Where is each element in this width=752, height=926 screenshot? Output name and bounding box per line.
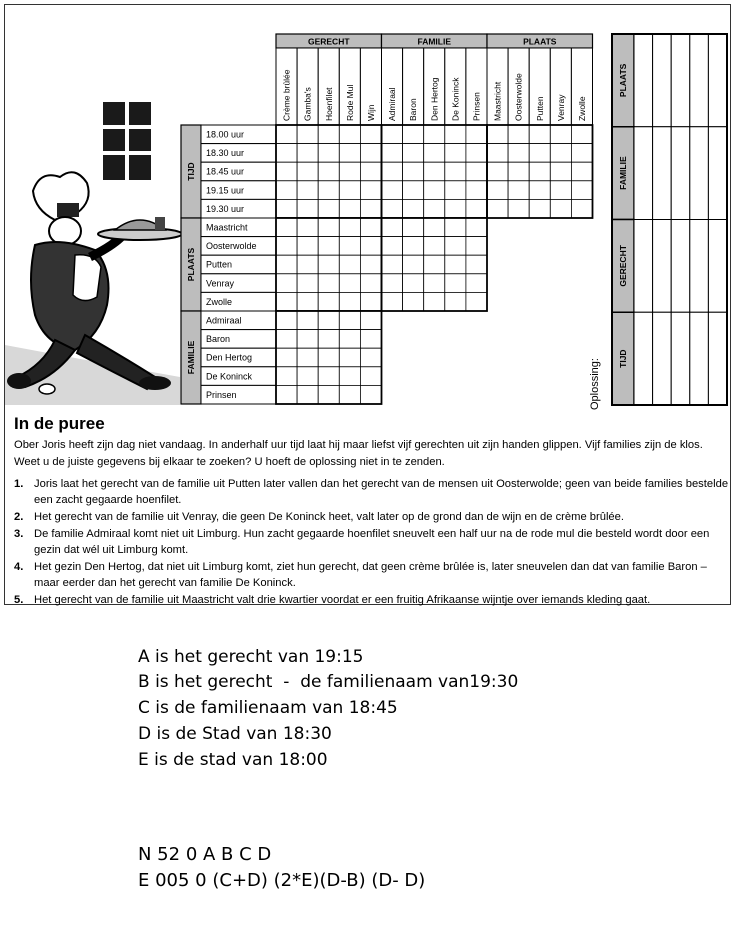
grid-cell — [382, 218, 403, 237]
grid-cell — [360, 255, 381, 274]
puzzle-page — [4, 4, 731, 605]
grid-cell — [276, 181, 297, 200]
row-header-label: De Koninck — [206, 371, 253, 382]
column-header-label: Admiraal — [387, 87, 398, 121]
row-header-label: Zwolle — [206, 296, 233, 307]
clue-item — [14, 509, 730, 525]
grid-cell — [403, 125, 424, 144]
grid-cell — [318, 218, 339, 237]
grid-cell — [339, 125, 360, 144]
row-header-label: Den Hertog — [206, 352, 253, 363]
grid-cell — [360, 348, 381, 367]
grid-cell — [318, 385, 339, 404]
grid-cell — [276, 330, 297, 349]
grid-cell — [424, 125, 445, 144]
grid-cell — [403, 274, 424, 293]
grid-cell — [276, 292, 297, 311]
grid-cell — [382, 199, 403, 218]
grid-cell — [571, 199, 592, 218]
grid-cell — [276, 162, 297, 181]
solution-label: Oplossing: — [589, 358, 601, 410]
solution-cell — [634, 312, 653, 405]
grid-cell — [276, 348, 297, 367]
grid-cell — [318, 125, 339, 144]
grid-cell — [424, 162, 445, 181]
solution-cell — [653, 127, 672, 220]
grid-cell — [297, 255, 318, 274]
row-header-label: Oosterwolde — [206, 241, 257, 252]
grid-cell — [276, 125, 297, 144]
grid-cell — [318, 292, 339, 311]
grid-cell — [339, 144, 360, 163]
grid-cell — [466, 292, 487, 311]
grid-cell — [339, 218, 360, 237]
grid-cell — [403, 255, 424, 274]
row-group-label: FAMILIE — [186, 340, 196, 375]
row-header-label: Maastricht — [206, 222, 248, 233]
clue-item — [14, 592, 730, 608]
grid-cell — [466, 274, 487, 293]
grid-cell — [297, 237, 318, 256]
row-header-label: Admiraal — [206, 315, 242, 326]
grid-cell — [339, 199, 360, 218]
note-line: D is de Stad van 18:30 — [138, 724, 332, 744]
grid-cell — [318, 181, 339, 200]
column-header-label: Gamba's — [302, 87, 313, 121]
grid-cell — [382, 255, 403, 274]
grid-cell — [318, 348, 339, 367]
solution-cell — [708, 127, 727, 220]
grid-cell — [276, 255, 297, 274]
grid-cell — [382, 125, 403, 144]
grid-cell — [360, 144, 381, 163]
grid-cell — [318, 274, 339, 293]
clue-number: 1. — [14, 478, 24, 490]
grid-cell — [297, 330, 318, 349]
grid-cell — [445, 274, 466, 293]
grid-cell — [403, 199, 424, 218]
grid-cell — [297, 162, 318, 181]
grid-cell — [360, 125, 381, 144]
grid-cell — [403, 218, 424, 237]
row-header-label: 18.30 uur — [206, 148, 245, 159]
grid-cell — [424, 255, 445, 274]
grid-cell — [487, 162, 508, 181]
grid-cell — [360, 311, 381, 330]
grid-cell — [276, 144, 297, 163]
solution-cell — [690, 127, 709, 220]
window-drawing — [103, 102, 151, 180]
grid-cell — [445, 125, 466, 144]
clue-item — [14, 559, 730, 591]
column-header-label: Maastricht — [492, 81, 503, 121]
row-header-label: 18.00 uur — [206, 129, 245, 140]
note-line: E is de stad van 18:00 — [138, 750, 328, 770]
solution-section-label: FAMILIE — [618, 156, 628, 190]
solution-cell — [708, 312, 727, 405]
grid-cell — [466, 255, 487, 274]
grid-cell — [529, 125, 550, 144]
grid-cell — [382, 274, 403, 293]
grid-cell — [360, 292, 381, 311]
column-header-label: Putten — [534, 96, 545, 121]
grid-cell — [360, 237, 381, 256]
grid-cell — [445, 144, 466, 163]
grid-cell — [529, 144, 550, 163]
solution-cell — [634, 220, 653, 313]
solution-cell — [634, 34, 653, 127]
grid-cell — [466, 237, 487, 256]
clue-text: De familie Admiraal komt niet uit Limburg. Hun zacht gegaarde hoenfilet sneuvelt een half uur na de rode mul die besteld wordt door een gezin dat wél uit Limburg komt. — [34, 528, 710, 556]
grid-cell — [297, 348, 318, 367]
chef-illustration — [5, 102, 182, 405]
solution-cell — [708, 34, 727, 127]
column-header-label: Rode Mul — [344, 84, 355, 121]
grid-cell — [382, 162, 403, 181]
clue-text: Het gezin Den Hertog, dat niet uit Limburg komt, ziet hun gerecht, dat geen crème brûlée is, later sneuvelen dan dat van familie Baron – maar eerder dan het gerecht van familie De Koninck. — [34, 561, 707, 589]
solution-cell — [671, 220, 690, 313]
grid-cell — [360, 199, 381, 218]
coordinate-east: E 005 0 (C+D) (2*E)(D-B) (D- D) — [138, 870, 426, 891]
solution-cell — [653, 34, 672, 127]
grid-cell — [445, 181, 466, 200]
row-header-label: Putten — [206, 259, 233, 270]
grid-cell — [276, 218, 297, 237]
grid-cell — [571, 125, 592, 144]
grid-cell — [318, 311, 339, 330]
grid-cell — [339, 385, 360, 404]
solution-cell — [690, 312, 709, 405]
grid-cell — [360, 162, 381, 181]
grid-cell — [508, 125, 529, 144]
grid-cell — [508, 162, 529, 181]
grid-cell — [297, 125, 318, 144]
grid-cell — [571, 181, 592, 200]
grid-cell — [360, 274, 381, 293]
clue-number: 4. — [14, 561, 24, 573]
row-header-label: 19.15 uur — [206, 185, 245, 196]
grid-cell — [360, 330, 381, 349]
grid-cell — [318, 330, 339, 349]
grid-cell — [339, 162, 360, 181]
grid-cell — [403, 237, 424, 256]
column-group-label: PLAATS — [523, 36, 557, 47]
grid-cell — [403, 292, 424, 311]
grid-cell — [339, 181, 360, 200]
solution-section-label: TIJD — [618, 349, 628, 368]
grid-cell — [445, 162, 466, 181]
grid-cell — [297, 385, 318, 404]
row-header-label: Venray — [206, 278, 235, 289]
solution-cell — [708, 220, 727, 313]
solution-section-label: PLAATS — [618, 63, 628, 98]
coordinate-north: N 52 0 A B C D — [138, 844, 272, 865]
row-header-label: Prinsen — [206, 389, 237, 400]
grid-cell — [339, 237, 360, 256]
grid-cell — [550, 181, 571, 200]
solution-cell — [653, 312, 672, 405]
grid-cell — [424, 144, 445, 163]
grid-cell — [445, 292, 466, 311]
grid-cell — [297, 218, 318, 237]
grid-cell — [339, 292, 360, 311]
grid-cell — [276, 311, 297, 330]
column-header-label: Den Hertog — [429, 77, 440, 121]
clue-text: Joris laat het gerecht van de familie uit Putten later vallen dan het gerecht van de mensen uit Oosterwolde; geen van beide families bestelde een zacht gegaarde hoenfilet. — [34, 478, 729, 506]
solution-section-label: GERECHT — [618, 245, 628, 287]
grid-cell — [318, 255, 339, 274]
solution-cell — [653, 220, 672, 313]
clue-text: Het gerecht van de familie uit Maastricht valt drie kwartier voordat er een fruitig Afrikaanse wijntje over iemands kleding gaat. — [34, 594, 651, 606]
column-header-label: Wijn — [365, 104, 376, 121]
grid-cell — [487, 199, 508, 218]
grid-cell — [424, 274, 445, 293]
grid-cell — [529, 162, 550, 181]
grid-cell — [339, 367, 360, 386]
grid-cell — [424, 218, 445, 237]
grid-cell — [276, 367, 297, 386]
solution-cell — [671, 312, 690, 405]
grid-cell — [297, 274, 318, 293]
grid-cell — [297, 367, 318, 386]
note-line: A is het gerecht van 19:15 — [138, 647, 364, 667]
grid-cell — [424, 199, 445, 218]
grid-cell — [466, 199, 487, 218]
grid-cell — [403, 162, 424, 181]
grid-cell — [339, 274, 360, 293]
clue-number: 5. — [14, 594, 24, 606]
grid-cell — [297, 181, 318, 200]
column-header-label: Baron — [408, 98, 419, 121]
clue-number: 2. — [14, 511, 24, 523]
note-line: C is de familienaam van 18:45 — [138, 698, 398, 718]
grid-cell — [466, 162, 487, 181]
column-header-label: Venray — [555, 94, 566, 121]
grid-cell — [550, 199, 571, 218]
puzzle-title: In de puree — [14, 414, 105, 433]
grid-cell — [339, 311, 360, 330]
solution-cell — [671, 34, 690, 127]
grid-cell — [318, 162, 339, 181]
grid-cell — [318, 144, 339, 163]
grid-cell — [339, 348, 360, 367]
grid-cell — [529, 181, 550, 200]
grid-cell — [529, 199, 550, 218]
solution-cell — [690, 34, 709, 127]
grid-cell — [571, 162, 592, 181]
row-group-label: TIJD — [186, 162, 196, 181]
grid-cell — [360, 218, 381, 237]
grid-cell — [466, 218, 487, 237]
grid-cell — [318, 367, 339, 386]
grid-cell — [403, 181, 424, 200]
grid-cell — [487, 125, 508, 144]
grid-cell — [318, 237, 339, 256]
grid-cell — [466, 181, 487, 200]
grid-cell — [466, 144, 487, 163]
column-group-label: FAMILIE — [417, 36, 452, 47]
grid-cell — [466, 125, 487, 144]
grid-cell — [276, 274, 297, 293]
solution-cell — [690, 220, 709, 313]
grid-cell — [424, 237, 445, 256]
grid-cell — [424, 181, 445, 200]
grid-cell — [550, 125, 571, 144]
row-header-label: 18.45 uur — [206, 166, 245, 177]
grid-cell — [403, 144, 424, 163]
column-header-label: Oosterwolde — [513, 73, 524, 121]
column-header-label: De Koninck — [450, 77, 461, 121]
note-line: B is het gerecht - de familienaam van19:30 — [138, 672, 519, 692]
row-group-label: PLAATS — [186, 247, 196, 282]
grid-cell — [508, 144, 529, 163]
grid-cell — [550, 162, 571, 181]
grid-cell — [445, 255, 466, 274]
grid-cell — [276, 385, 297, 404]
grid-cell — [424, 292, 445, 311]
grid-cell — [487, 181, 508, 200]
puzzle-intro: Ober Joris heeft zijn dag niet vandaag. In anderhalf uur tijd laat hij maar liefst vijf gerechten uit zijn handen glippen. Vijf families zijn de klos. Weet u de juiste gegevens bij elkaar te zoeken? U hoeft de oplossing niet in te zenden. — [14, 439, 703, 468]
solution-cell — [634, 127, 653, 220]
grid-cell — [360, 385, 381, 404]
grid-cell — [487, 144, 508, 163]
solution-cell — [671, 127, 690, 220]
grid-cell — [297, 199, 318, 218]
column-group-label: GERECHT — [307, 36, 350, 47]
grid-cell — [445, 199, 466, 218]
clue-number: 3. — [14, 528, 24, 540]
grid-cell — [508, 181, 529, 200]
column-header-label: Zwolle — [576, 96, 587, 121]
grid-cell — [297, 144, 318, 163]
grid-cell — [297, 292, 318, 311]
column-header-label: Prinsen — [471, 92, 482, 121]
clue-text: Het gerecht van de familie uit Venray, die geen De Koninck heet, valt later op de grond dan de wijn en de crème brûlée. — [34, 511, 624, 523]
grid-cell — [508, 199, 529, 218]
grid-cell — [276, 237, 297, 256]
grid-cell — [339, 330, 360, 349]
grid-cell — [382, 237, 403, 256]
grid-cell — [297, 311, 318, 330]
grid-cell — [445, 218, 466, 237]
row-header-label: 19.30 uur — [206, 203, 245, 214]
column-header-label: Hoenfilet — [323, 87, 334, 121]
grid-cell — [550, 144, 571, 163]
grid-cell — [339, 255, 360, 274]
grid-cell — [318, 199, 339, 218]
grid-cell — [445, 237, 466, 256]
column-header-label: Crème brûlée — [281, 69, 292, 121]
row-header-label: Baron — [206, 334, 231, 345]
clue-item — [14, 476, 730, 508]
grid-cell — [382, 144, 403, 163]
grid-cell — [276, 199, 297, 218]
grid-cell — [360, 181, 381, 200]
grid-cell — [360, 367, 381, 386]
grid-cell — [382, 292, 403, 311]
grid-cell — [382, 181, 403, 200]
grid-cell — [571, 144, 592, 163]
clue-list — [14, 476, 730, 609]
clue-item — [14, 526, 730, 558]
